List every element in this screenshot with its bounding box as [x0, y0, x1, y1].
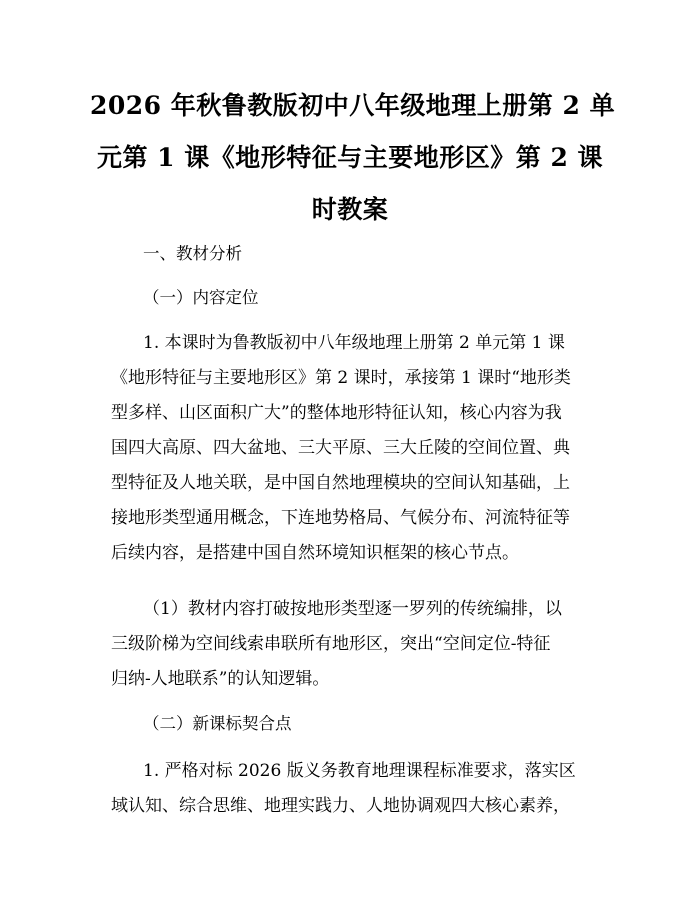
subsection-heading-content-positioning: （一）内容定位	[143, 288, 259, 307]
paragraph-line: 《地形特征与主要地形区》第 2 课时，承接第 1 课时“地形类	[111, 368, 571, 388]
paragraph-line: 1. 本课时为鲁教版初中八年级地理上册第 2 单元第 1 课	[143, 333, 565, 353]
paragraph-line: 归纳-人地联系”的认知逻辑。	[111, 669, 330, 689]
subsection-heading-curriculum-standard: （二）新课标契合点	[143, 714, 292, 733]
paragraph-line: 接地形类型通用概念，下连地势格局、气候分布、河流特征等	[111, 508, 570, 528]
paragraph-content-positioning	[111, 326, 593, 571]
section-heading-textbook-analysis: 一、教材分析	[143, 244, 242, 263]
paragraph-line: 三级阶梯为空间线索串联所有地形区，突出“空间定位-特征	[111, 634, 551, 654]
paragraph-line: 型特征及人地关联，是中国自然地理模块的空间认知基础，上	[111, 473, 570, 493]
title-line: 元第 1 课《地形特征与主要地形区》第 2 课	[96, 143, 604, 172]
paragraph-line: 国四大高原、四大盆地、三大平原、三大丘陵的空间位置、典	[111, 438, 570, 458]
paragraph-line: 1. 严格对标 2026 版义务教育地理课程标准要求，落实区	[143, 761, 576, 781]
title-line: 2026 年秋鲁教版初中八年级地理上册第 2 单	[90, 91, 616, 120]
paragraph-line: 后续内容，是搭建中国自然环境知识框架的核心节点。	[111, 543, 519, 563]
paragraph-textbook-arrangement	[111, 592, 593, 697]
paragraph-line: （1）教材内容打破按地形类型逐一罗列的传统编排，以	[143, 599, 562, 619]
title-line: 时教案	[311, 195, 389, 224]
paragraph-line: 域认知、综合思维、地理实践力、人地协调观四大核心素养，	[111, 796, 570, 816]
paragraph-line: 型多样、山区面积广大”的整体地形特征认知，核心内容为我	[111, 403, 562, 423]
document-title	[90, 80, 616, 236]
paragraph-curriculum-standard	[111, 754, 593, 824]
